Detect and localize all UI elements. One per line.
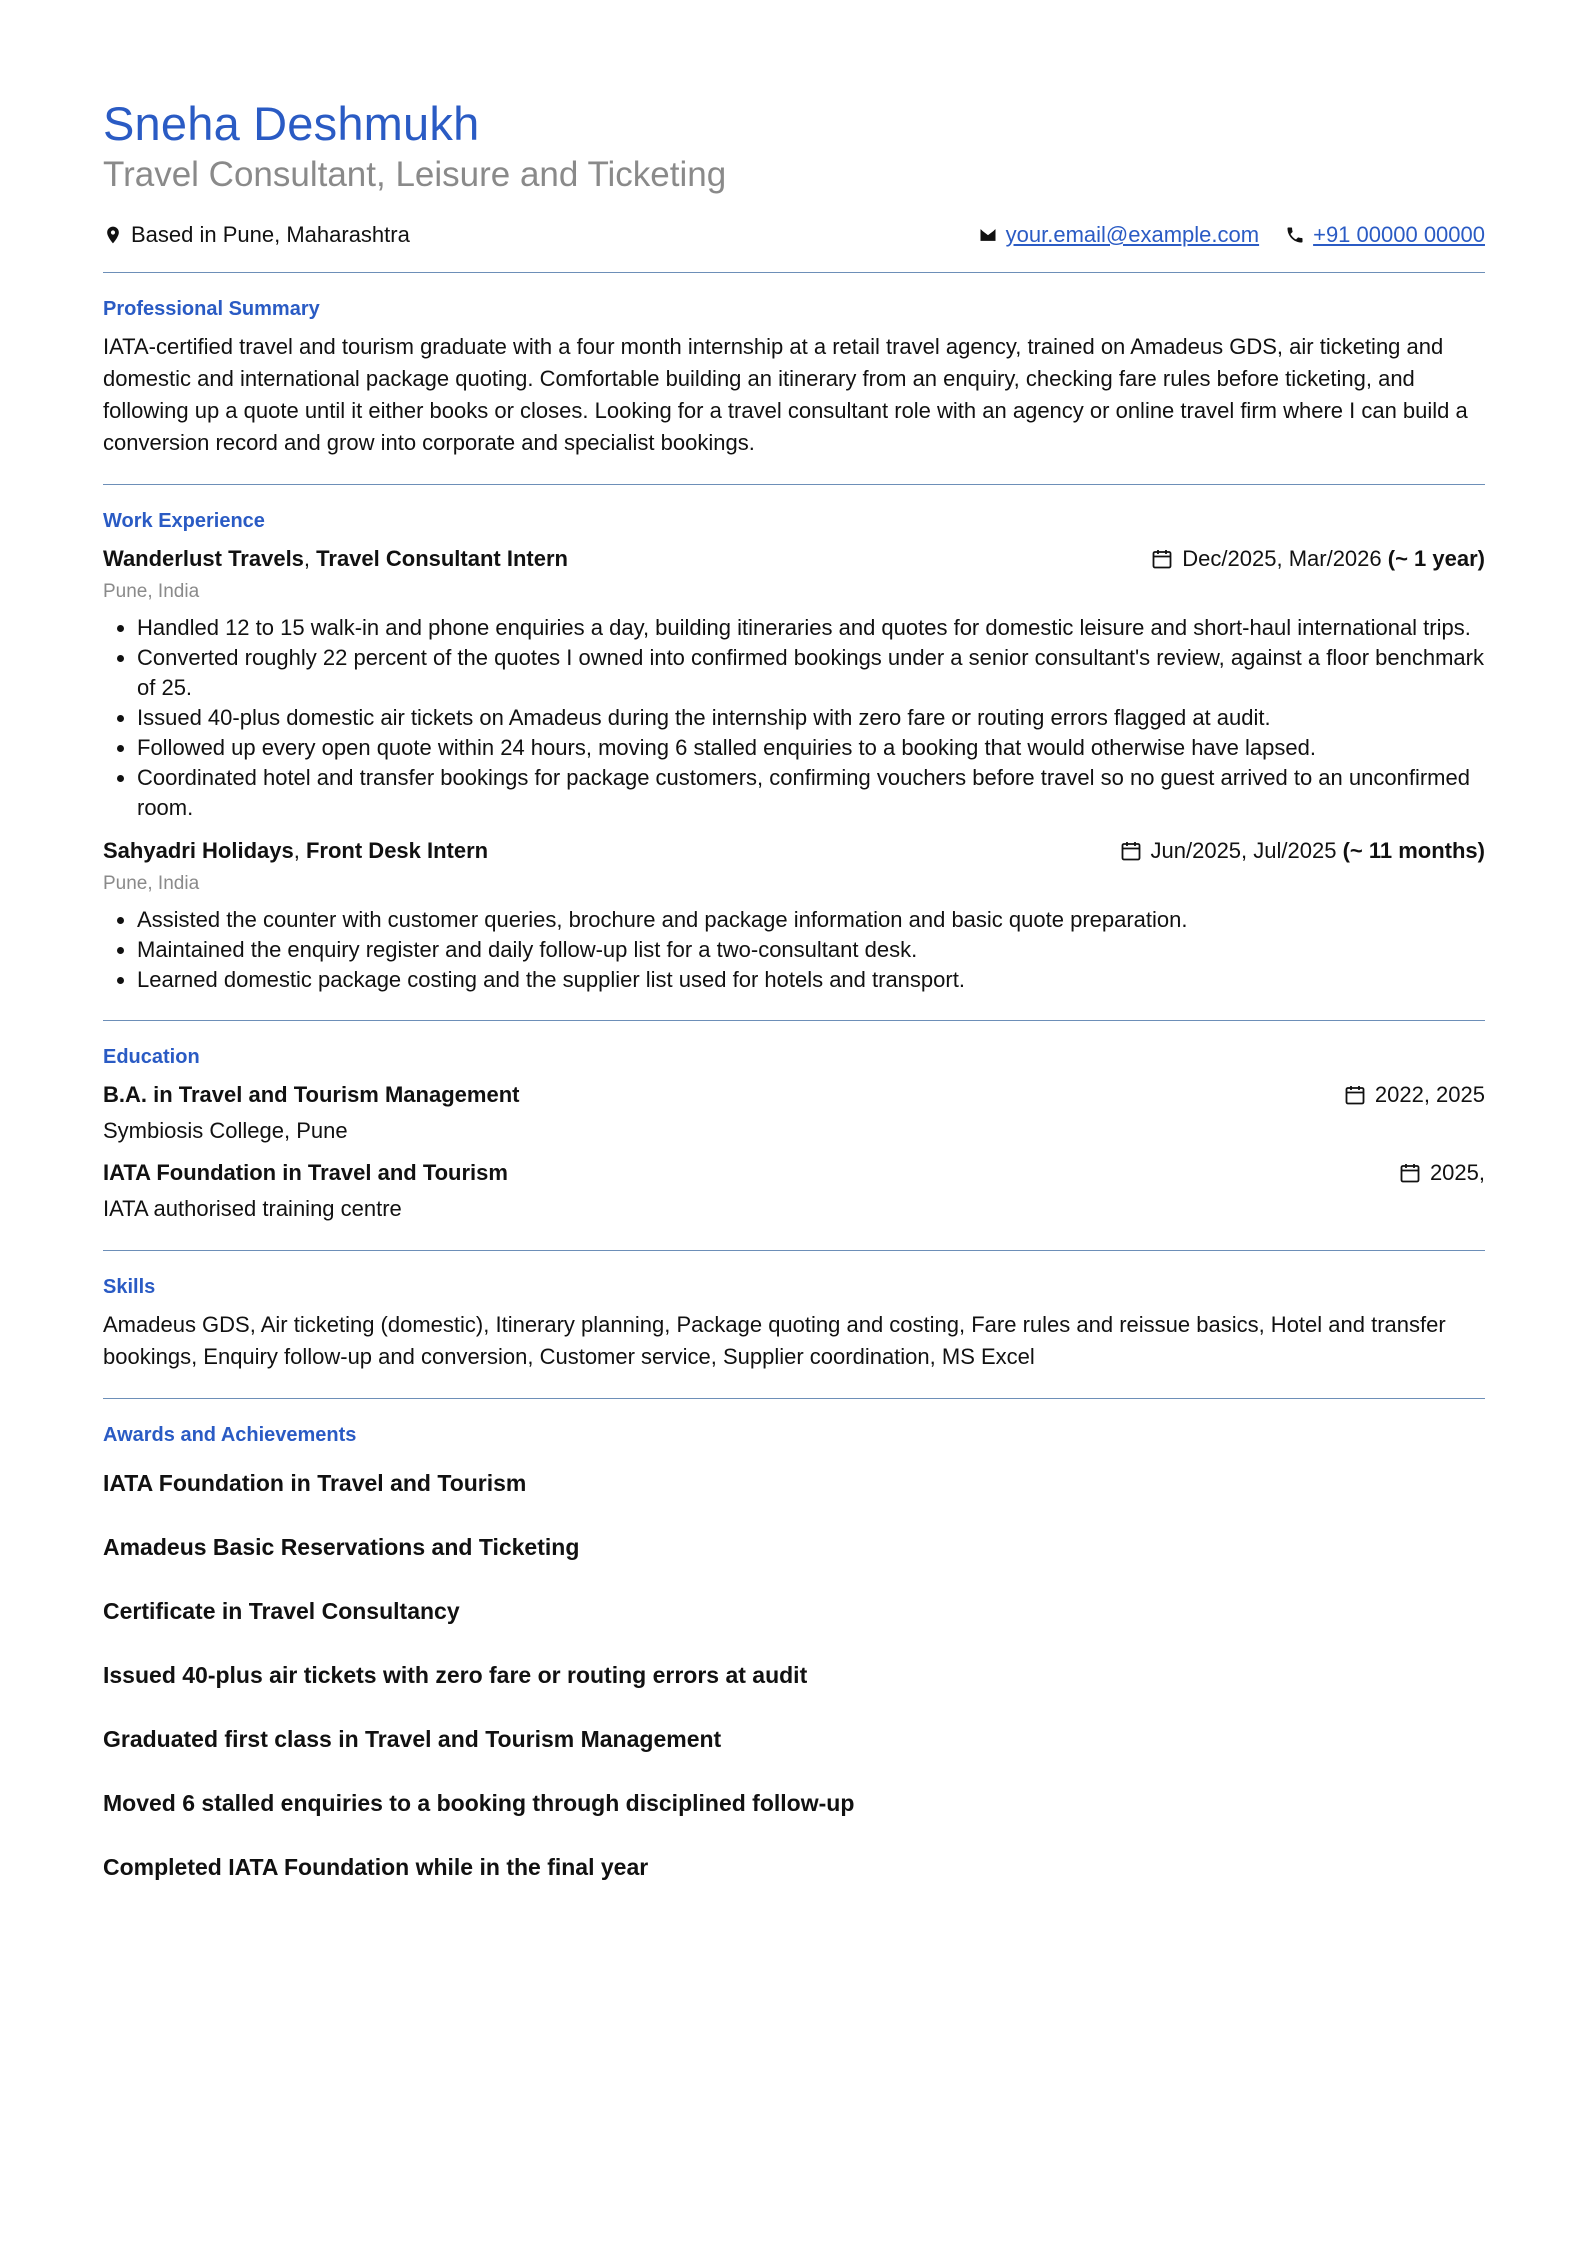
duration: (~ 1 year) [1387, 545, 1485, 571]
job-role: Front Desk Intern [305, 837, 489, 863]
email-link[interactable]: your.email@example.com [1005, 221, 1260, 247]
contact-location [103, 222, 410, 248]
envelope-icon [978, 225, 998, 245]
contact-links [978, 222, 1485, 248]
degree-name: B.A. in Travel and Tourism Management [103, 1081, 520, 1107]
list-item: • Assisted the counter with customer queries, brochure and package information and basic quote preparation. [137, 905, 1485, 935]
list-item: • Learned domestic package costing and the supplier list used for hotels and transport. [137, 965, 1485, 995]
date-range: Jun/2025, Jul/2025 [1150, 837, 1337, 863]
list-item: • Coordinated hotel and transfer bookings for package customers, confirming vouchers before travel so no guest arrived to an unconfirmed room. [137, 763, 1485, 823]
phone-icon [1285, 225, 1305, 245]
divider [103, 484, 1485, 485]
job-location: Pune, India [103, 580, 200, 602]
phone-item [1285, 222, 1485, 248]
list-item: • Followed up every open quote within 24 hours, moving 6 stalled enquiries to a booking that would otherwise have lapsed. [137, 733, 1485, 763]
entry-header [103, 1157, 1485, 1189]
award-item: Certificate in Travel Consultancy [103, 1597, 460, 1624]
award-item: Amadeus Basic Reservations and Ticketing [103, 1533, 580, 1560]
entry-header [103, 543, 1485, 575]
section-title-education: Education [103, 1045, 200, 1068]
degree-name: IATA Foundation in Travel and Tourism [103, 1159, 508, 1185]
award-item: Issued 40-plus air tickets with zero fare or routing errors at audit [103, 1661, 808, 1688]
company-name: Sahyadri Holidays [103, 837, 294, 863]
entry-header [103, 835, 1485, 867]
bullet-list [103, 613, 1485, 823]
experience-entry [103, 543, 1485, 823]
duration: (~ 11 months) [1342, 837, 1485, 863]
award-item: Completed IATA Foundation while in the final year [103, 1853, 649, 1880]
list-item: • Maintained the enquiry register and daily follow-up list for a two-consultant desk. [137, 935, 1485, 965]
bullet-list [103, 905, 1485, 995]
award-item: Moved 6 stalled enquiries to a booking through disciplined follow-up [103, 1789, 855, 1816]
calendar-icon [1150, 547, 1174, 571]
entry-dates [1150, 543, 1485, 575]
map-pin-icon [103, 225, 123, 245]
list-item: • Issued 40-plus domestic air tickets on Amadeus during the internship with zero fare or routing errors flagged at audit. [137, 703, 1485, 733]
section-title-summary: Professional Summary [103, 297, 320, 320]
education-entry [103, 1079, 1485, 1147]
calendar-icon [1343, 1083, 1367, 1107]
list-item: • Handled 12 to 15 walk-in and phone enquiries a day, building itineraries and quotes for domestic leisure and short-haul international trips. [137, 613, 1485, 643]
phone-link[interactable]: +91 00000 00000 [1313, 221, 1485, 247]
calendar-icon [1119, 839, 1143, 863]
award-item: Graduated first class in Travel and Tourism Management [103, 1725, 722, 1752]
summary-text: IATA-certified travel and tourism graduate with a four month internship at a retail travel agency, trained on Amadeus GDS, air ticketing and domestic and international package quoting. Comfortable building an itinerary from an enquiry, checking fare rules before ticketing, and following up a quote until it either books or closes. Looking for a travel consultant role with an agency or online travel firm where I can build a conversion record and grow into corporate and specialist bookings. [103, 333, 1468, 455]
entry-dates [1398, 1157, 1485, 1189]
divider [103, 1250, 1485, 1251]
entry-header [103, 1079, 1485, 1111]
job-location: Pune, India [103, 872, 200, 894]
section-title-experience: Work Experience [103, 509, 265, 532]
entry-dates [1119, 835, 1485, 867]
contact-row [103, 222, 1485, 248]
school-name: Symbiosis College, Pune [103, 1117, 348, 1143]
section-title-skills: Skills [103, 1275, 156, 1298]
skills-text: Amadeus GDS, Air ticketing (domestic), Itinerary planning, Package quoting and costing, Fare rules and reissue basics, Hotel and transfer bookings, Enquiry follow-up and conversion, Customer service, Supplier coordination, MS Excel [103, 1311, 1446, 1369]
date-range: Dec/2025, Mar/2026 [1182, 545, 1382, 571]
experience-entry [103, 835, 1485, 995]
candidate-name: Sneha Deshmukh [103, 97, 480, 150]
company-name: Wanderlust Travels [103, 545, 304, 571]
divider [103, 1020, 1485, 1021]
section-title-awards: Awards and Achievements [103, 1423, 357, 1446]
divider [103, 272, 1485, 273]
award-item: IATA Foundation in Travel and Tourism [103, 1469, 527, 1496]
divider [103, 1398, 1485, 1399]
list-item: • Converted roughly 22 percent of the quotes I owned into confirmed bookings under a senior consultant's review, against a floor benchmark of 25. [137, 643, 1485, 703]
job-role: Travel Consultant Intern [316, 545, 568, 571]
title-separator: , [303, 545, 317, 571]
candidate-headline: Travel Consultant, Leisure and Ticketing [103, 154, 727, 194]
entry-dates [1343, 1079, 1485, 1111]
date-range: 2022, 2025 [1374, 1081, 1485, 1107]
email-item [978, 222, 1259, 248]
date-range: 2025, [1429, 1159, 1485, 1185]
education-entry [103, 1157, 1485, 1225]
title-separator: , [293, 837, 306, 863]
school-name: IATA authorised training centre [103, 1195, 402, 1221]
calendar-icon [1398, 1161, 1422, 1185]
location-text: Based in Pune, Maharashtra [131, 221, 410, 247]
